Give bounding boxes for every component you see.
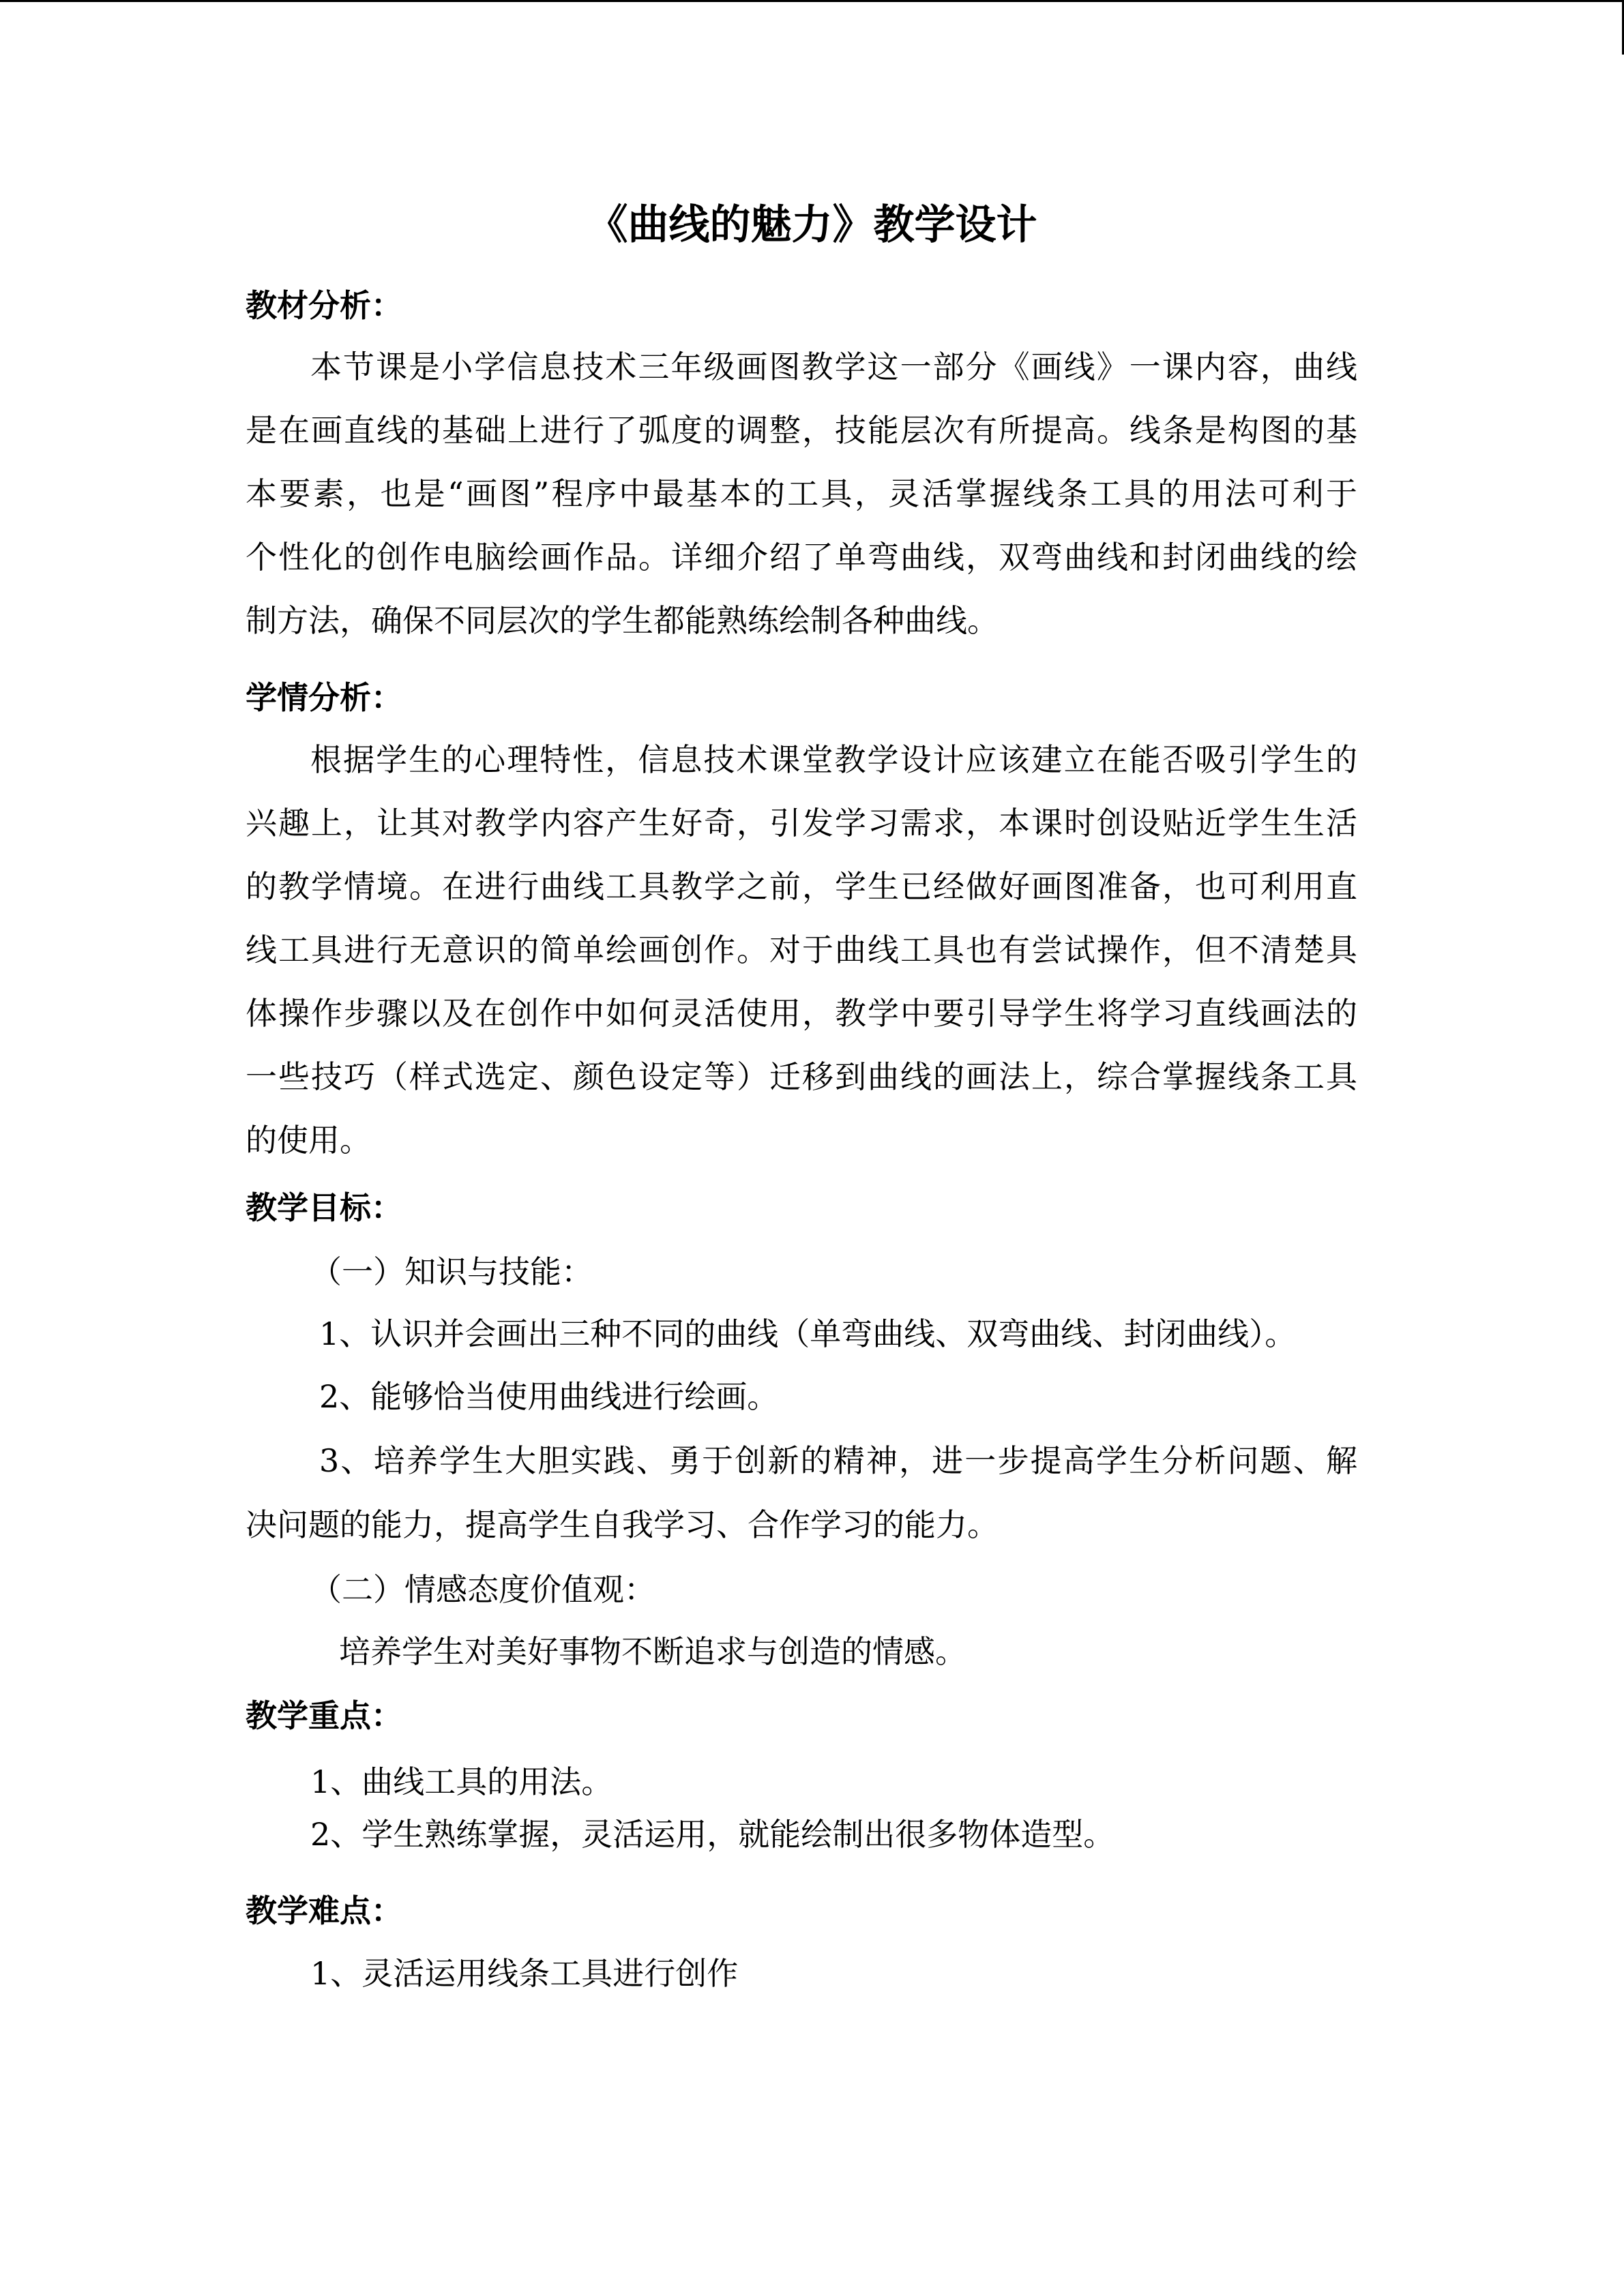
section-heading-students: 学情分析：	[246, 679, 402, 716]
paragraph-line: 一些技巧（样式选定、颜色设定等）迁移到曲线的画法上，综合掌握线条工具	[246, 1058, 1357, 1095]
paragraph-line: 个性化的创作电脑绘画作品。详细介绍了单弯曲线，双弯曲线和封闭曲线的绘	[246, 539, 1357, 576]
page-top-border	[0, 0, 1624, 2]
list-item: 1、灵活运用线条工具进行创作	[310, 1955, 739, 1992]
section-heading-goals: 教学目标：	[246, 1189, 402, 1226]
paragraph-line: 线工具进行无意识的简单绘画创作。对于曲线工具也有尝试操作，但不清楚具	[246, 931, 1357, 968]
section-heading-material: 教材分析：	[246, 287, 402, 324]
section-heading-difficulties: 教学难点：	[246, 1892, 402, 1929]
list-item: 1、曲线工具的用法。	[310, 1763, 613, 1800]
list-item: 2、能够恰当使用曲线进行绘画。	[319, 1378, 779, 1415]
paragraph-line: 是在画直线的基础上进行了弧度的调整，技能层次有所提高。线条是构图的基	[246, 412, 1357, 449]
paragraph-line: 体操作步骤以及在创作中如何灵活使用，教学中要引导学生将学习直线画法的	[246, 995, 1357, 1032]
paragraph-line: 的使用。	[246, 1122, 371, 1159]
paragraph-line: 制方法，确保不同层次的学生都能熟练绘制各种曲线。	[246, 602, 999, 639]
paragraph-line: 本要素，也是“画图”程序中最基本的工具，灵活掌握线条工具的用法可利于	[246, 475, 1357, 512]
paragraph-line: 的教学情境。在进行曲线工具教学之前，学生已经做好画图准备，也可利用直	[246, 868, 1357, 905]
paragraph-line: 培养学生对美好事物不断追求与创造的情感。	[339, 1633, 966, 1670]
list-item: 1、认识并会画出三种不同的曲线（单弯曲线、双弯曲线、封闭曲线）。	[319, 1315, 1297, 1352]
subheading-knowledge-skills: （一）知识与技能：	[310, 1253, 593, 1290]
list-item: 3、培养学生大胆实践、勇于创新的精神，进一步提高学生分析问题、解	[319, 1442, 1357, 1479]
section-heading-key-points: 教学重点：	[246, 1697, 402, 1734]
page-title: 《曲线的魅力》教学设计	[587, 201, 1037, 249]
subheading-emotion-values: （二）情感态度价值观：	[310, 1571, 655, 1608]
paragraph-line: 兴趣上，让其对教学内容产生好奇，引发学习需求，本课时创设贴近学生生活	[246, 805, 1357, 841]
list-item: 2、学生熟练掌握，灵活运用，就能绘制出很多物体造型。	[310, 1816, 1115, 1853]
paragraph-line: 本节课是小学信息技术三年级画图教学这一部分《画线》一课内容，曲线	[310, 348, 1357, 385]
list-item-continuation: 决问题的能力，提高学生自我学习、合作学习的能力。	[246, 1506, 999, 1543]
paragraph-line: 根据学生的心理特性，信息技术课堂教学设计应该建立在能否吸引学生的	[310, 741, 1357, 778]
